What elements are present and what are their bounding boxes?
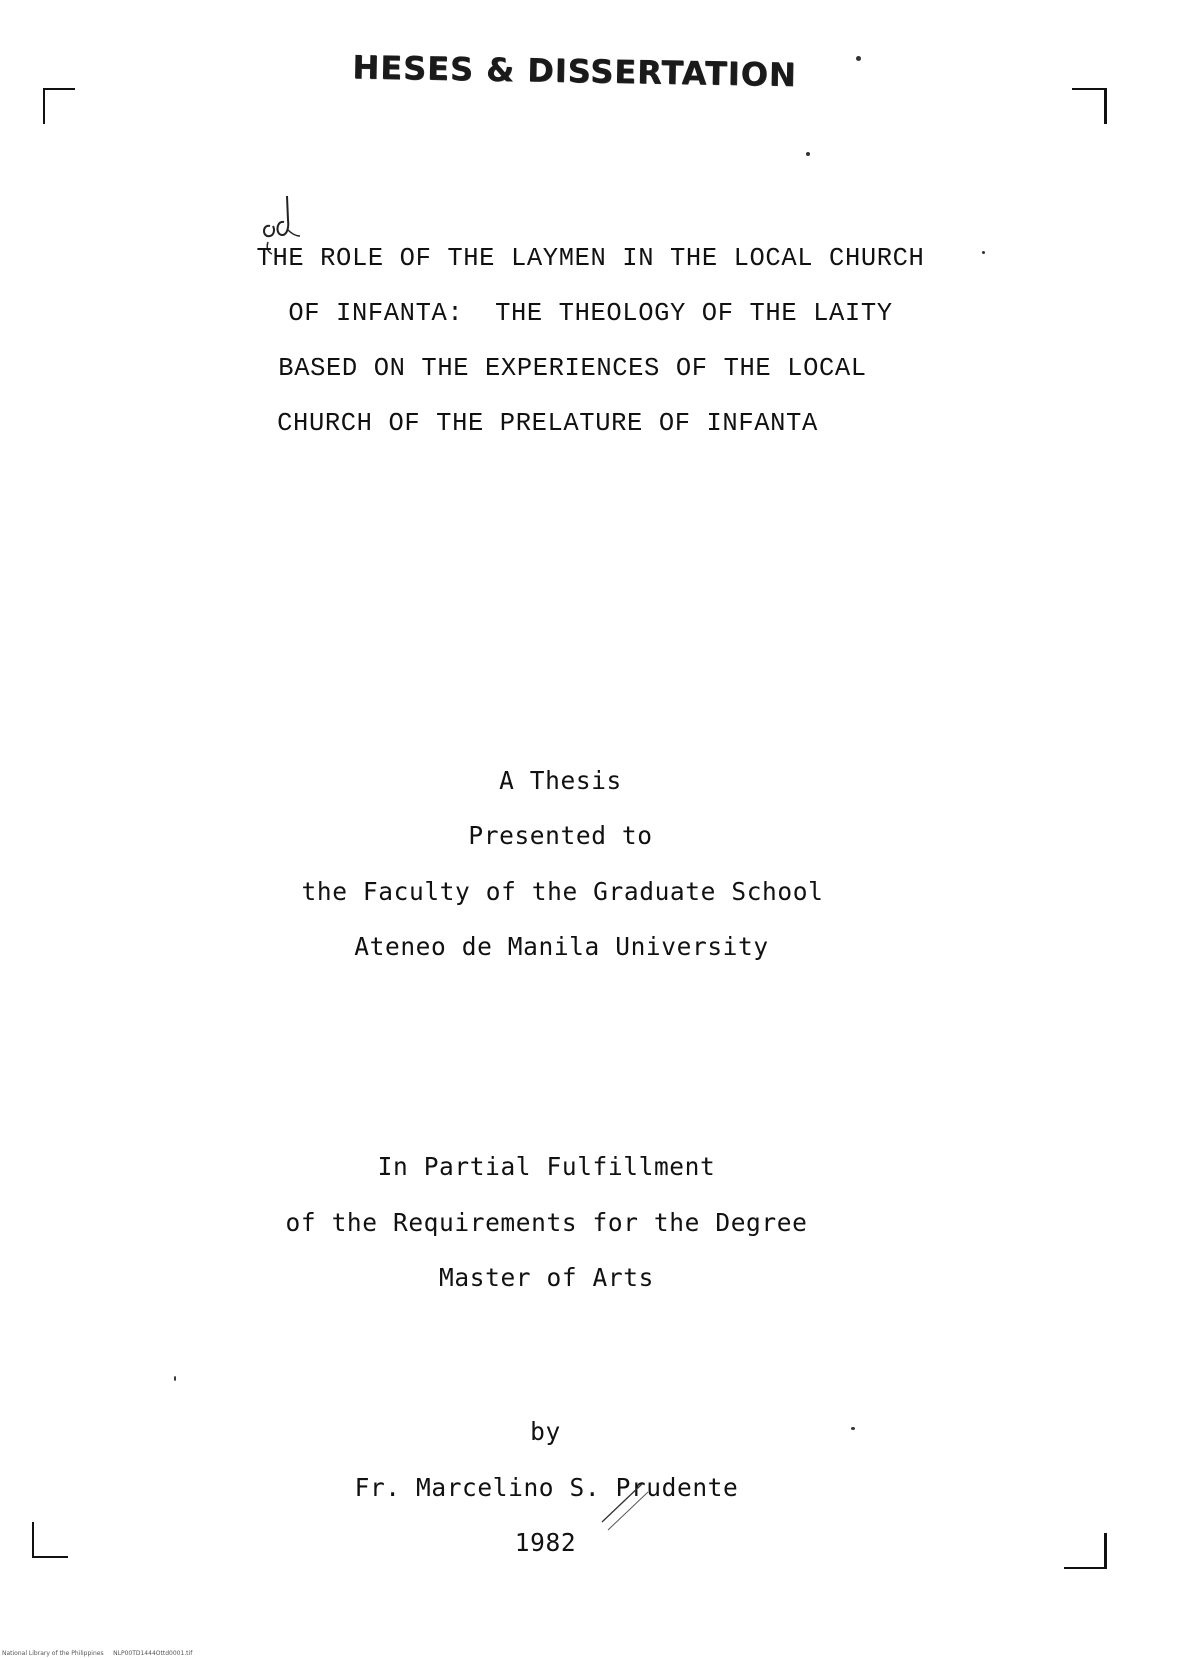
title-line-3: BASED ON THE EXPERIENCES OF THE LOCAL (278, 354, 867, 383)
ink-speck (806, 152, 810, 156)
submission-line-2: Presented to (468, 821, 653, 850)
submission-line-4: Ateneo de Manila University (354, 932, 769, 961)
author-by: by (530, 1417, 561, 1446)
title-line-1: THE ROLE OF THE LAYMEN IN THE LOCAL CHURCH (256, 244, 925, 273)
ink-speck (174, 1376, 176, 1381)
footer-library: National Library of the Philippines (2, 1650, 104, 1657)
submission-line-1: A Thesis (499, 766, 622, 795)
ink-speck (982, 251, 985, 254)
submission-line-3: the Faculty of the Graduate School (301, 877, 824, 906)
pen-stroke-icon (598, 1478, 658, 1538)
author-name: Fr. Marcelino S. Prudente (354, 1473, 739, 1502)
fulfillment-line-1: In Partial Fulfillment (377, 1152, 716, 1181)
ink-speck (856, 56, 861, 61)
ink-speck (851, 1427, 855, 1430)
scan-footer (2, 1650, 192, 1657)
footer-file: NLP00TD1444Ottd0001.tif (113, 1650, 193, 1657)
title-line-4: CHURCH OF THE PRELATURE OF INFANTA (277, 409, 818, 438)
crop-mark-top-right (1072, 88, 1107, 124)
fulfillment-line-2: of the Requirements for the Degree (285, 1208, 808, 1237)
thesis-year: 1982 (514, 1528, 577, 1557)
fulfillment-line-3: Master of Arts (439, 1263, 654, 1292)
archive-stamp: HESES & DISSERTATION (352, 48, 797, 94)
title-line-2: OF INFANTA: THE THEOLOGY OF THE LAITY (288, 299, 893, 328)
crop-mark-top-left (43, 88, 75, 124)
